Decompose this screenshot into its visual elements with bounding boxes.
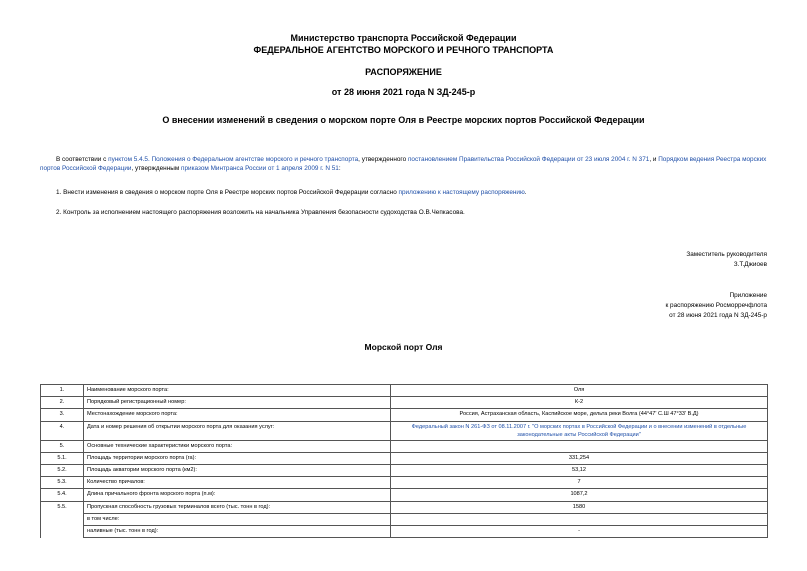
preamble-text-4: , утвержденным	[131, 165, 181, 172]
item-2: 2. Контроль за исполнением настоящего распоряжения возложить на начальника Управления безопасности судоходства О.В.Чепкасова.	[56, 209, 465, 216]
table-row	[41, 464, 768, 476]
signature-position: Заместитель руководителя	[686, 251, 767, 258]
table-row	[41, 421, 768, 440]
row-label: Количество причалов:	[84, 477, 391, 489]
port-info-table	[40, 384, 768, 538]
row-label: Пропускная способность грузовых терминалов всего (тыс. тонн в год):	[84, 501, 391, 513]
appendix-label: Приложение	[729, 292, 767, 299]
item-1	[56, 188, 768, 197]
row-label: Площадь акватории морского порта (км2):	[84, 464, 391, 476]
row-number: 2.	[41, 397, 84, 409]
link-appendix[interactable]: приложению к настоящему распоряжению	[398, 189, 525, 196]
row-label: Местонахождение морского порта:	[84, 409, 391, 421]
row-value: 331,254	[391, 452, 768, 464]
row-value: 1087,2	[391, 489, 768, 501]
row-number: 5.4.	[41, 489, 84, 501]
table-row	[41, 440, 768, 452]
link-registry-procedure[interactable]: Порядком ведения Реестра морских портов Российской Федерации	[40, 156, 767, 172]
row-value	[391, 440, 768, 452]
row-number: 4.	[41, 421, 84, 440]
row-number: 1.	[41, 385, 84, 397]
row-value: 1580	[391, 501, 768, 513]
row-value: -	[391, 525, 768, 537]
item-1-text: 1. Внести изменения в сведения о морском порте Оля в Реестре морских портов Российской Федерации согласно	[56, 189, 399, 196]
row-number	[41, 513, 84, 525]
ministry-name: Министерство транспорта Российской Федерации	[290, 33, 517, 43]
link-regulation-clause[interactable]: пунктом 5.4.5. Положения о Федеральном агентстве морского и речного транспорта	[108, 156, 359, 163]
row-label: в том числе:	[84, 513, 391, 525]
row-label: Площадь территории морского порта (га):	[84, 452, 391, 464]
row-number: 5.5.	[41, 501, 84, 513]
link-government-decree[interactable]: постановлением Правительства Российской Федерации от 23 июля 2004 г. N 371	[407, 156, 650, 163]
document-date: от 28 июня 2021 года N ЗД-245-р	[331, 87, 476, 97]
table-row	[41, 409, 768, 421]
row-value	[391, 513, 768, 525]
preamble	[40, 155, 768, 173]
row-label: Длина причального фронта морского порта (п.м):	[84, 489, 391, 501]
row-label: Дата и номер решения об открытии морского порта для оказания услуг:	[84, 421, 391, 440]
row-label: наливные (тыс. тонн в год):	[84, 525, 391, 537]
table-row	[41, 513, 768, 525]
row-value: Оля	[391, 385, 768, 397]
row-number	[41, 525, 84, 537]
row-number: 5.	[41, 440, 84, 452]
row-value-link[interactable]: Федеральный закон N 261-ФЗ от 08.11.2007 г. "О морских портах в Российской Федерации и о внесении изменений в отдельные законодательные акты Российской Федерации"	[391, 421, 768, 440]
row-value: К-2	[391, 397, 768, 409]
table-row	[41, 501, 768, 513]
row-value: 7	[391, 477, 768, 489]
preamble-text-5: :	[338, 165, 341, 172]
table-row	[41, 489, 768, 501]
item-1-end: .	[524, 189, 527, 196]
link-ministry-order[interactable]: приказом Минтранса России от 1 апреля 2009 г. N 51	[180, 165, 339, 172]
appendix-title: Морской порт Оля	[364, 342, 443, 352]
table-row	[41, 477, 768, 489]
row-value: 53,12	[391, 464, 768, 476]
agency-name: ФЕДЕРАЛЬНОЕ АГЕНТСТВО МОРСКОГО И РЕЧНОГО ТРАНСПОРТА	[253, 45, 554, 55]
preamble-text-3: , и	[649, 156, 659, 163]
table-row	[41, 385, 768, 397]
table-row	[41, 525, 768, 537]
row-value: Россия, Астраханская область, Каспийское море, дельта реки Волга (44°47' С.Ш 47°33' В.Д)	[391, 409, 768, 421]
row-number: 3.	[41, 409, 84, 421]
row-number: 5.3.	[41, 477, 84, 489]
row-number: 5.2.	[41, 464, 84, 476]
appendix-date: от 28 июня 2021 года N ЗД-245-р	[669, 312, 767, 319]
signature-name: З.Т.Джиоев	[733, 261, 767, 268]
document-type: РАСПОРЯЖЕНИЕ	[365, 67, 442, 77]
row-label: Порядковый регистрационный номер:	[84, 397, 391, 409]
preamble-text-2: , утвержденного	[358, 156, 408, 163]
table-row	[41, 397, 768, 409]
preamble-text-1: В соответствии с	[56, 156, 109, 163]
row-label: Наименование морского порта:	[84, 385, 391, 397]
table-row	[41, 452, 768, 464]
appendix-block	[665, 291, 767, 321]
appendix-to: к распоряжению Росморречфлота	[665, 302, 767, 309]
row-number: 5.1.	[41, 452, 84, 464]
document-title: О внесении изменений в сведения о морском порте Оля в Реестре морских портов Российской Федерации	[162, 115, 645, 125]
row-label: Основные технические характеристики морского порта:	[84, 440, 391, 452]
signature-block	[686, 250, 767, 270]
